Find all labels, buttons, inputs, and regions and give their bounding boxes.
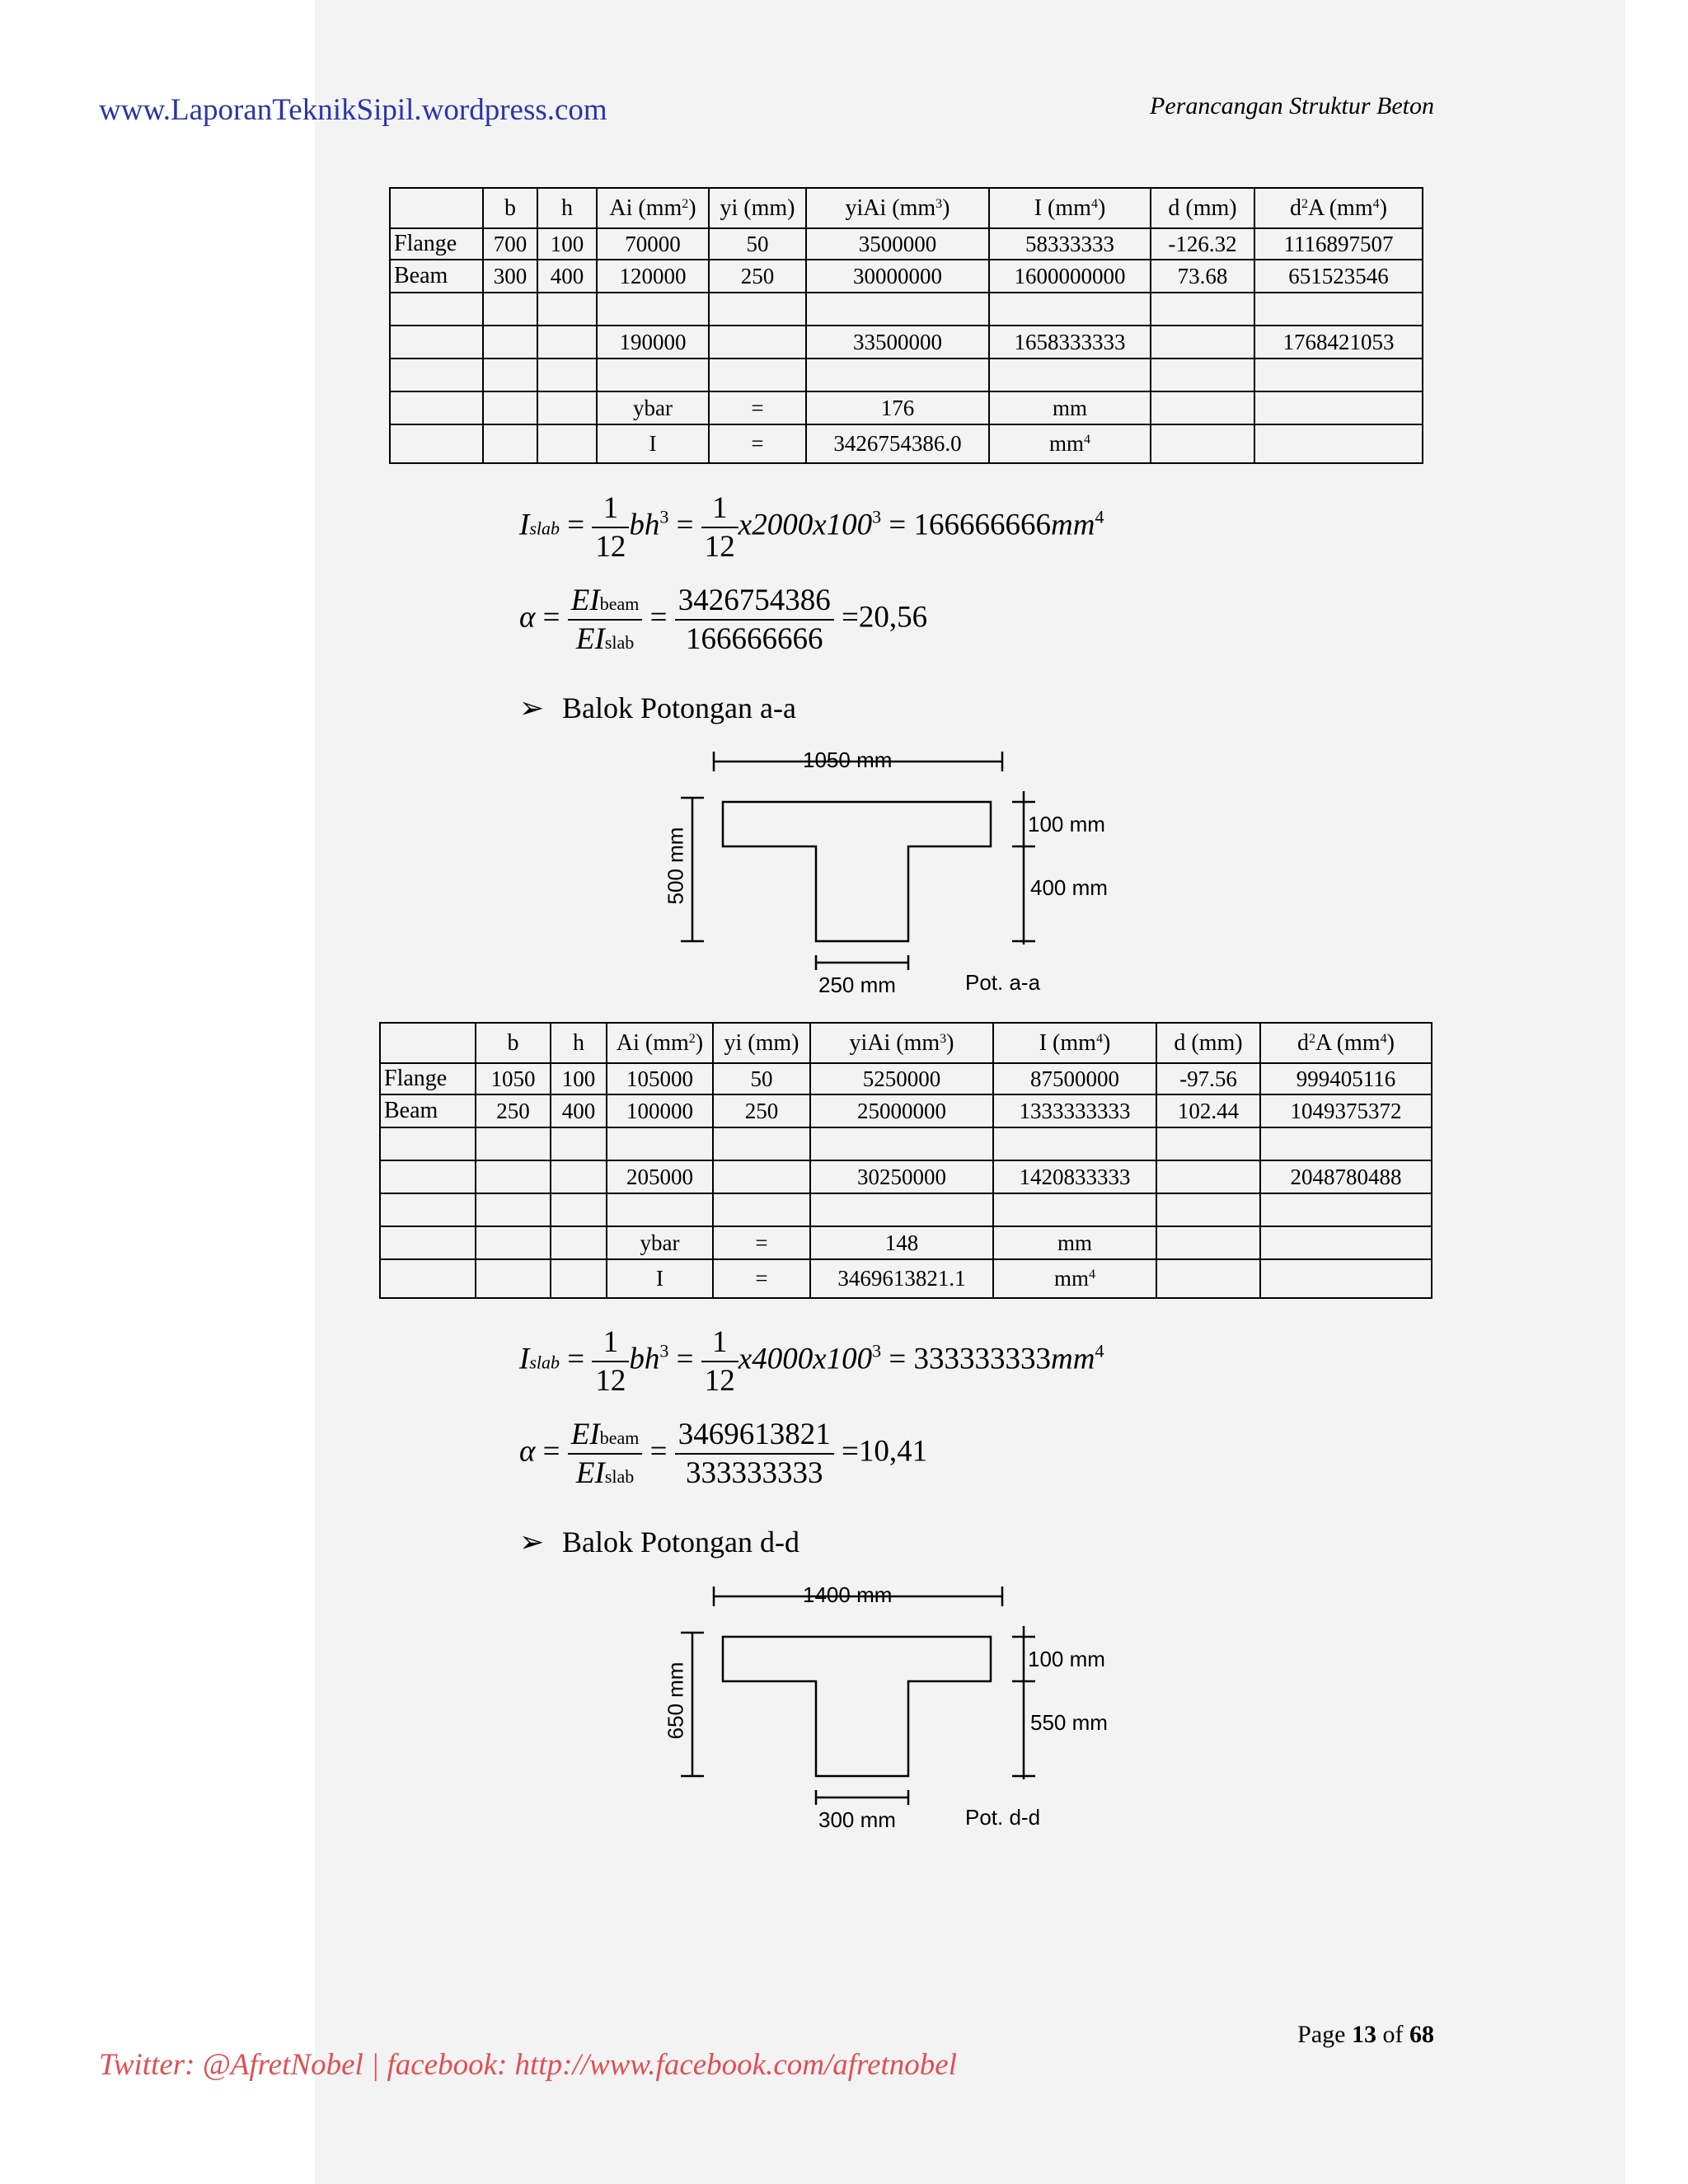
label-web-height: 400 mm	[1030, 875, 1108, 900]
label-web-width: 250 mm	[818, 972, 896, 997]
section-properties-table-1	[389, 187, 1423, 464]
table-row-empty	[390, 359, 1423, 391]
table-row-empty	[390, 293, 1423, 326]
t-beam-outline	[723, 802, 991, 941]
label-width: 1050 mm	[803, 748, 893, 772]
header-d: d (mm)	[1151, 188, 1254, 228]
header-site-link[interactable]: www.LaporanTeknikSipil.wordpress.com	[99, 93, 607, 127]
label-width: 1400 mm	[803, 1582, 893, 1607]
table-row-inertia: I = 3426754386.0 $mm^4$	[390, 424, 1423, 463]
table-row-ybar: ybar = 176 mm	[390, 391, 1423, 424]
page-number: Page 13 of 68	[1297, 2021, 1434, 2048]
formula-alpha-2: α = $\frac{\text{EIbeam}}{\text{EIslab}}$ = $\frac{3469613821}{333333333}$ =10,41	[519, 1418, 928, 1490]
formula-i-slab-1: Islab = $\frac{1}{12}$ $bh^3$ = $\frac{1}{12}$ $x2000x100^3 = 166666666mm^4$	[519, 491, 1104, 564]
table-row-inertia: I = 3469613821.1 $mm^4$	[380, 1259, 1432, 1298]
header-ai: Ai $(mm^2)$	[597, 188, 709, 228]
section-properties-table-2	[379, 1022, 1432, 1299]
table-row-empty	[380, 1193, 1432, 1226]
table-row-sum: 190000 33500000 1658333333 1768421053	[390, 326, 1423, 359]
header-h: h	[537, 188, 597, 228]
label-total-height: 650 mm	[663, 1661, 688, 1740]
formula-i-slab-2: Islab = $\frac{1}{12}$ $bh^3$ = $\frac{1}{12}$ $x4000x100^3 = 333333333mm^4$	[519, 1325, 1104, 1398]
label-flange-height: 100 mm	[1028, 812, 1105, 837]
section-aa-diagram	[659, 742, 1039, 989]
table-row-sum: 205000 30250000 1420833333 2048780488	[380, 1160, 1432, 1193]
arrow-bullet-icon: ➢	[519, 1526, 545, 1558]
section-dd-diagram	[659, 1577, 1039, 1824]
table-header-row	[390, 188, 1423, 228]
table-row-beam: Beam 250 400 100000 250 25000000 1333333333 102.44 1049375372	[380, 1094, 1432, 1127]
label-web-height: 550 mm	[1030, 1710, 1108, 1735]
label-section-caption: Pot. a-a	[965, 970, 1041, 995]
arrow-bullet-icon: ➢	[519, 691, 545, 724]
header-yiai: yiAi $(mm^3)$	[806, 188, 989, 228]
header-yi: yi (mm)	[709, 188, 806, 228]
label-web-width: 300 mm	[818, 1807, 896, 1832]
table-row-empty	[380, 1127, 1432, 1160]
table-row-beam: Beam 300 400 120000 250 30000000 1600000000 73.68 651523546	[390, 260, 1423, 293]
header-i: I $(mm^4)$	[989, 188, 1151, 228]
t-beam-outline	[723, 1637, 991, 1776]
table-header-row: b h Ai $(mm^2)$ yi (mm) yiAi $(mm^3)$ I $(mm^4)$ d (mm) $d^2A$ $(mm^4)$	[380, 1023, 1432, 1063]
formula-alpha-1: α = $\frac{\text{EIbeam}}{\text{EIslab}}$ = $\frac{3426754386}{166666666}$ =20,56	[519, 583, 928, 656]
label-flange-height: 100 mm	[1028, 1647, 1105, 1671]
header-document-title: Perancangan Struktur Beton	[1150, 92, 1434, 120]
footer-social-links[interactable]: Twitter: @AfretNobel | facebook: http://www.facebook.com/afretnobel	[99, 2048, 957, 2082]
header-b: b	[483, 188, 537, 228]
bullet-section-aa: ➢ Balok Potongan a-a	[519, 691, 796, 724]
label-total-height: 500 mm	[663, 827, 688, 905]
table-row-ybar: ybar = 148 mm	[380, 1226, 1432, 1259]
table-row-flange: Flange 1050 100 105000 50 5250000 87500000 -97.56 999405116	[380, 1063, 1432, 1094]
table-row-flange: Flange 700 100 70000 50 3500000 58333333 -126.32 1116897507	[390, 228, 1423, 260]
label-section-caption: Pot. d-d	[965, 1805, 1041, 1830]
bullet-section-dd: ➢ Balok Potongan d-d	[519, 1526, 799, 1558]
header-d2a: $d^2A$ $(mm^4)$	[1254, 188, 1423, 228]
